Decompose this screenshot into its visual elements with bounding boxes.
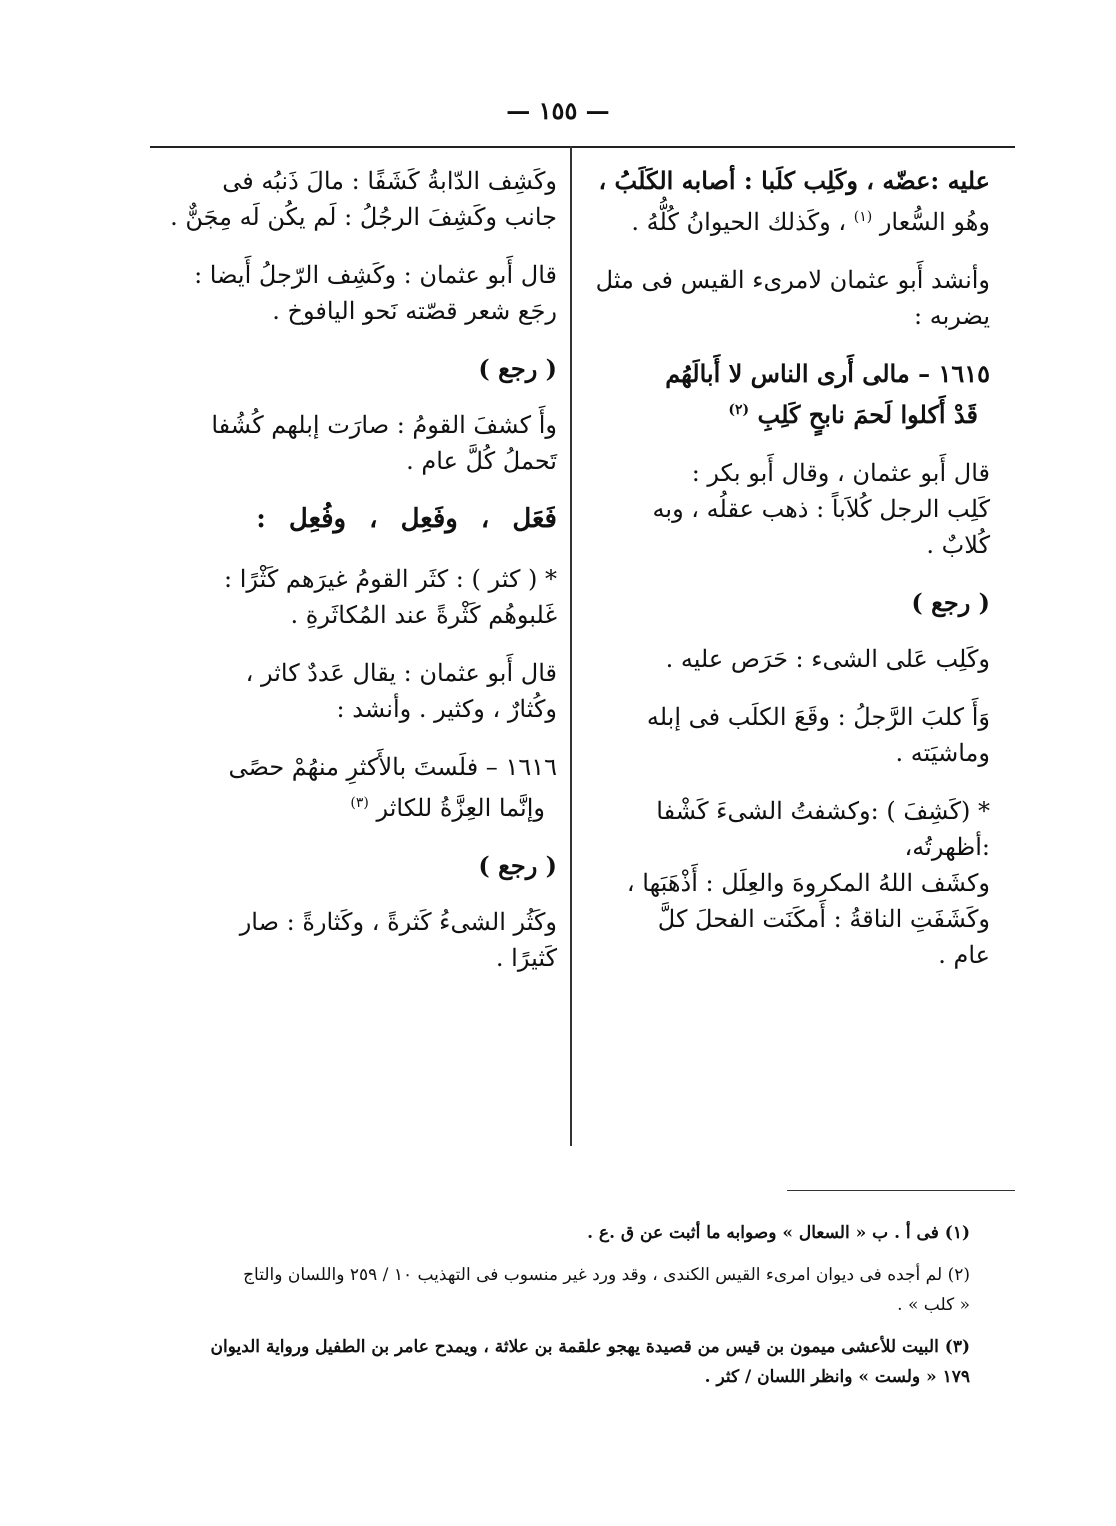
- verse-1616: [162, 749, 557, 826]
- text-line: غَلبوهُم كَثْرةً عند المُكاثَرةِ .: [290, 601, 557, 629]
- text-line: جانب وكَشِفَ الرجُلُ : لَم يكُن لَه مِجَنٌّ .: [170, 203, 557, 231]
- text-fragment: وهُو السُّعار: [879, 208, 990, 236]
- footnote-ref: (١): [853, 209, 873, 225]
- footnote-3: [180, 1332, 970, 1392]
- text-line: كُلابٌ .: [926, 531, 990, 559]
- footnote-line: (٢) لم أجده فى ديوان امرىء القيس الكندى ، وقد ورد غير منسوب فى التهذيب ١٠ / ٢٥٩ واللسان والتاج: [243, 1265, 970, 1285]
- text-line: تَحملُ كُلَّ عام .: [406, 447, 557, 475]
- paragraph: [590, 455, 990, 563]
- verse-line: ١٦١٥ – مالى أَرى الناس لا أَبالَهُم: [665, 359, 990, 388]
- footnote-line: (٣) البيت للأعشى ميمون بن قيس من قصيدة يهجو علقمة بن علاثة ، ويمدح عامر بن الطفيل ورواية الديوان: [210, 1337, 970, 1357]
- page-number: — ١٥٥ —: [506, 96, 610, 125]
- text-line: كَلِب الرجل كُلاَباً : ذهب عقلُه ، وبه: [652, 495, 990, 523]
- section-marker: ( رجع ): [478, 851, 557, 880]
- paragraph: [162, 561, 557, 633]
- text-line: وكَلِب عَلى الشىء : حَرَص عليه .: [665, 645, 990, 673]
- right-column: [590, 163, 990, 995]
- paragraph: [162, 407, 557, 479]
- text-line: رجَع شعر قصّته نَحو اليافوخ .: [272, 297, 557, 325]
- section-marker: ( رجع ): [478, 354, 557, 383]
- text-line: وأَ كشفَ القومُ : صارَت إبلهم كُشُفا: [211, 411, 557, 439]
- text-fragment: قَدْ أَكلوا لَحمَ نابحٍ كَلِبِ: [757, 400, 978, 429]
- text-fragment: وإنَّما العِزَّةُ للكاثر: [376, 794, 545, 822]
- footnote-1: (١) فى أ . ب « السعال » وصوابه ما أثبت عن ق .ع .: [587, 1223, 970, 1243]
- footnote-ref: (٢): [728, 402, 750, 418]
- text-line: وكَشِف الدّابةُ كَشَفًا : مالَ ذَنبُه فى: [222, 167, 557, 195]
- verse-line: [162, 785, 557, 826]
- text-line: وكشَف اللهُ المكروهَ والعِلَل : أَذْهَبَها ،: [626, 869, 990, 897]
- paragraph: [590, 163, 990, 240]
- verse-line: ١٦١٦ – فلَستَ بالأَكثرِ منهُمْ حصًى: [228, 753, 557, 781]
- paragraph: [590, 793, 990, 973]
- footnote-line: « كلب » .: [897, 1295, 970, 1315]
- footnote-2: [180, 1260, 970, 1320]
- paragraph: [590, 699, 990, 771]
- paragraph: [590, 262, 990, 334]
- paragraph: [162, 904, 557, 976]
- text-line: عليه :عضّه ، وكَلِب كلَبا : أصابه الكَلَبُ ،: [598, 166, 990, 195]
- footnote-line: ١٧٩ « ولست » وانظر اللسان / كثر .: [704, 1367, 970, 1387]
- paragraph: [162, 257, 557, 329]
- text-line: عام .: [938, 941, 990, 969]
- verse-1615: [590, 356, 990, 433]
- column-divider: [570, 146, 572, 1146]
- text-line: يضربه :: [914, 302, 990, 330]
- text-line: قال أَبو عثمان : يقال عَددٌ كاثر ،: [245, 659, 557, 687]
- text-line: * ( كثر ) : كثَر القومُ غيرَهم كَثْرًا :: [224, 565, 557, 593]
- text-line: وأنشد أَبو عثمان لامرىء القيس فى مثل: [595, 266, 990, 294]
- text-line: * (كَشِفَ ) :وكشفتُ الشىءَ كَشْفا :أظهرتُه،: [656, 797, 990, 861]
- text-line: كَثيرًا .: [495, 944, 557, 972]
- paragraph: [162, 655, 557, 727]
- text-line: قال أَبو عثمان ، وقال أَبو بكر :: [691, 459, 990, 487]
- text-fragment: ، وكَذلك الحيوانُ كُلُّهُ .: [631, 208, 847, 236]
- paragraph: [590, 641, 990, 677]
- text-line: وكَثُر الشىءُ كَثرةً ، وكَثارةً : صار: [239, 908, 557, 936]
- footnotes: [180, 1218, 970, 1404]
- text-line: [590, 199, 990, 240]
- text-line: قال أَبو عثمان : وكَشِف الرّجلُ أَيضا :: [194, 261, 557, 289]
- section-marker: ( رجع ): [911, 588, 990, 617]
- footnote-ref: (٣): [350, 795, 369, 811]
- text-line: وكَشَفَتِ الناقةُ : أَمكَنَت الفحلَ كلَّ: [657, 905, 990, 933]
- text-line: وكُثارٌ ، وكثير . وأنشد :: [336, 695, 557, 723]
- verse-line: [590, 392, 990, 433]
- paragraph: [162, 163, 557, 235]
- verb-pattern-heading: فَعَل ، وفَعِل ، وفُعِل :: [256, 504, 557, 534]
- text-line: وماشيَته .: [895, 739, 990, 767]
- header-rule: [150, 146, 1015, 148]
- left-column: [162, 163, 557, 998]
- footnote-rule: [787, 1190, 1015, 1191]
- text-line: وَأَ كلبَ الرَّجلُ : وقَعَ الكلَب فى إبله: [646, 703, 990, 731]
